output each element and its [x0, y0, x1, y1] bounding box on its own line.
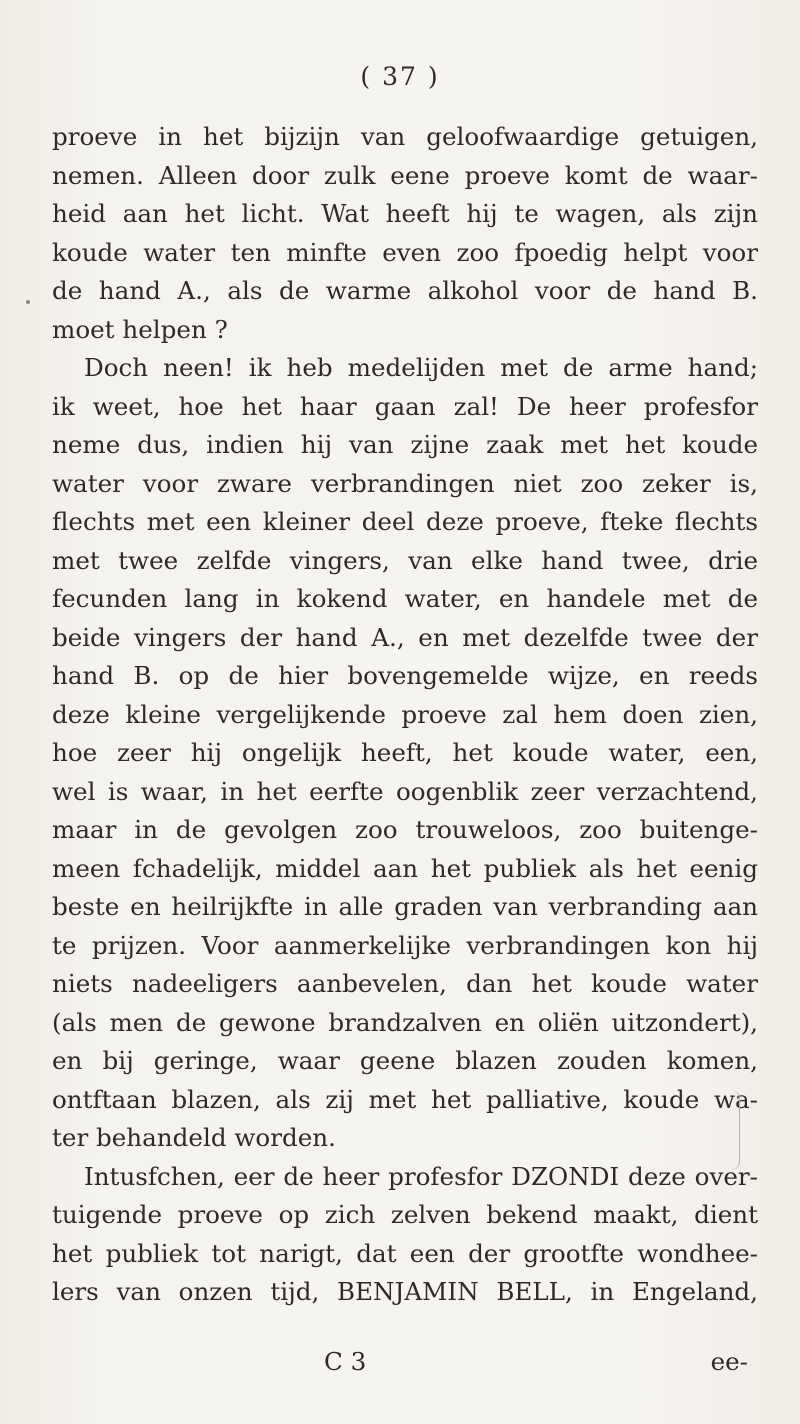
text-line: nemen. Alleen door zulk eene proeve komt de waar-: [52, 160, 758, 190]
text-line: deze kleine vergelijkende proeve zal hem doen zien,: [52, 699, 758, 729]
text-line: lers van onzen tijd, BENJAMIN BELL, in Engeland,: [52, 1277, 758, 1306]
catchword: ee-: [710, 1347, 748, 1376]
ink-speck: [26, 300, 30, 304]
text-line: flechts met een kleiner deel deze proeve, fteke flechts: [52, 507, 758, 536]
margin-pencil-mark: [731, 1090, 740, 1170]
text-line: fecunden lang in kokend water, en handele met de: [52, 584, 758, 613]
text-line: hand B. op de hier bovengemelde wijze, en reeds: [52, 661, 758, 690]
page-number: ( 37 ): [360, 62, 440, 91]
text-line: met twee zelfde vingers, van elke hand twee, drie: [52, 545, 758, 575]
text-line: wel is waar, in het eerfte oogenblik zeer verzachtend,: [52, 776, 758, 806]
text-line: ter behandeld worden.: [52, 1123, 336, 1152]
text-line: ik weet, hoe het haar gaan zal! De heer profesfor: [52, 391, 758, 421]
text-line: het publiek tot narigt, dat een der grootfte wondhee-: [52, 1238, 758, 1268]
text-line: de hand A., als de warme alkohol voor de hand B.: [52, 276, 758, 305]
text-line: niets nadeeligers aanbevelen, dan het koude water: [52, 969, 758, 998]
body-text: [52, 118, 758, 1312]
text-line: koude water ten minfte even zoo fpoedig helpt voor: [52, 237, 758, 267]
text-line: hoe zeer hij ongelijk heeft, het koude water, een,: [52, 738, 758, 767]
text-line: heid aan het licht. Wat heeft hij te wagen, als zijn: [52, 199, 758, 228]
text-line: maar in de gevolgen zoo trouweloos, zoo buitenge-: [52, 815, 758, 844]
text-line: beide vingers der hand A., en met dezelfde twee der: [52, 622, 758, 652]
text-line: tuigende proeve op zich zelven bekend maakt, dient: [52, 1200, 758, 1229]
text-line: meen fchadelijk, middel aan het publiek als het eenig: [52, 853, 758, 883]
text-line: proeve in het bijzijn van geloofwaardige getuigen,: [52, 122, 758, 151]
text-line: beste en heilrijkfte in alle graden van verbranding aan: [52, 892, 758, 921]
page-footer: [52, 1347, 758, 1385]
text-line: (als men de gewone brandzalven en oliën uitzondert),: [52, 1007, 758, 1037]
text-line: neme dus, indien hij van zijne zaak met het koude: [52, 430, 758, 459]
text-line: moet helpen ?: [52, 314, 228, 344]
text-line: Doch neen! ik heb medelijden met de arme hand;: [84, 353, 758, 382]
text-line: ontftaan blazen, als zij met het palliative, koude wa-: [52, 1084, 758, 1114]
text-line: te prijzen. Voor aanmerkelijke verbrandingen kon hij: [52, 930, 758, 960]
text-line: water voor zware verbrandingen niet zoo zeker is,: [52, 468, 758, 498]
signature-mark: C 3: [324, 1347, 367, 1376]
text-line: Intusfchen, eer de heer profesfor DZONDI deze over-: [84, 1161, 758, 1191]
text-line: en bij geringe, waar geene blazen zouden komen,: [52, 1046, 758, 1075]
